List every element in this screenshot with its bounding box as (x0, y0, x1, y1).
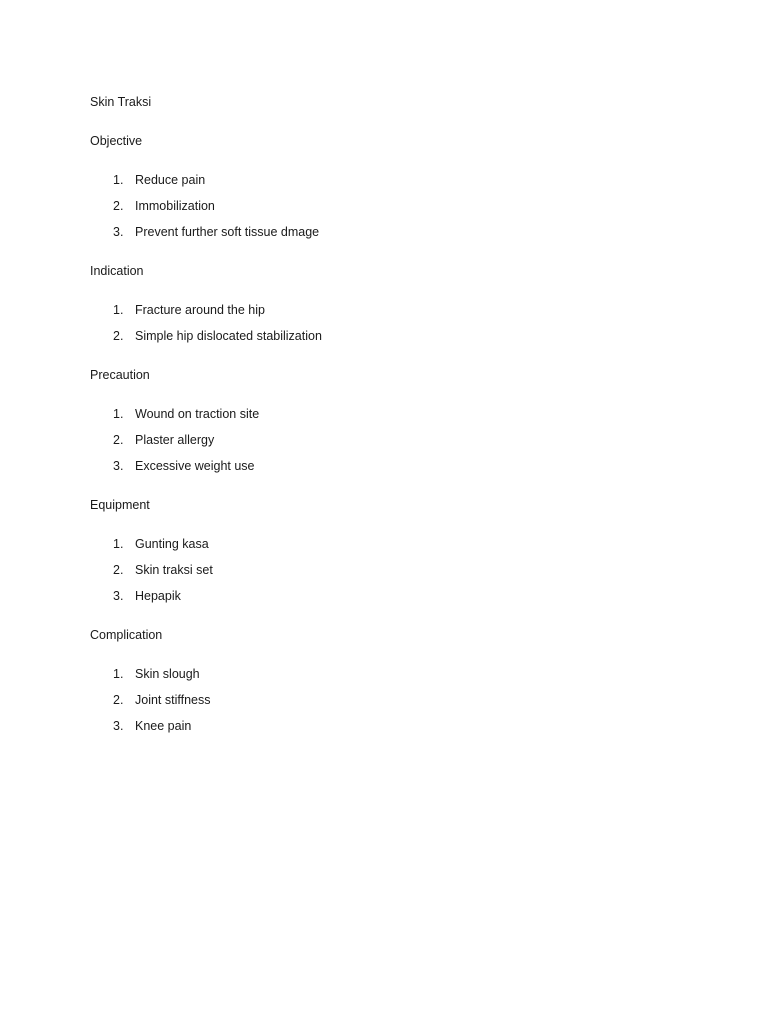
section-precaution (90, 367, 690, 484)
list-item-text: Plaster allergy (135, 433, 215, 447)
list-item (90, 406, 690, 422)
list-item-number: 1. (113, 303, 124, 317)
list-item-text: Wound on traction site (135, 407, 260, 421)
list-item-text: Reduce pain (135, 173, 206, 187)
list-item (90, 666, 690, 682)
list-item (90, 588, 690, 604)
list-item (90, 432, 690, 448)
list-item-text: Skin traksi set (135, 563, 213, 577)
list-item-text: Skin slough (135, 667, 200, 681)
list-item-text: Hepapik (135, 589, 181, 603)
list-item (90, 458, 690, 474)
list-item (90, 718, 690, 734)
list-item-number: 2. (113, 329, 124, 343)
section-heading: Precaution (90, 368, 150, 382)
list-item (90, 302, 690, 318)
numbered-list (90, 536, 690, 604)
numbered-list (90, 172, 690, 240)
list-item-text: Prevent further soft tissue dmage (135, 225, 320, 239)
list-item (90, 172, 690, 188)
section-heading: Objective (90, 134, 143, 148)
list-item (90, 328, 690, 344)
list-item-number: 2. (113, 433, 124, 447)
list-item (90, 198, 690, 214)
list-item (90, 536, 690, 552)
list-item-number: 1. (113, 173, 124, 187)
document-title: Skin Traksi (90, 95, 152, 109)
section-indication (90, 263, 690, 354)
list-item-number: 2. (113, 563, 124, 577)
list-item-text: Immobilization (135, 199, 215, 213)
section-heading: Complication (90, 628, 163, 642)
list-item-number: 3. (113, 589, 124, 603)
section-heading: Indication (90, 264, 144, 278)
list-item (90, 692, 690, 708)
list-item-number: 1. (113, 537, 124, 551)
list-item-number: 1. (113, 407, 124, 421)
list-item-text: Simple hip dislocated stabilization (135, 329, 322, 343)
list-item-text: Knee pain (135, 719, 192, 733)
list-item-number: 2. (113, 199, 124, 213)
list-item-number: 2. (113, 693, 124, 707)
list-item-number: 3. (113, 225, 124, 239)
list-item (90, 562, 690, 578)
section-objective (90, 133, 690, 250)
numbered-list (90, 406, 690, 474)
list-item-number: 1. (113, 667, 124, 681)
section-equipment (90, 497, 690, 614)
numbered-list (90, 302, 690, 344)
list-item-text: Fracture around the hip (135, 303, 265, 317)
list-item (90, 224, 690, 240)
list-item-number: 3. (113, 719, 124, 733)
section-heading: Equipment (90, 498, 150, 512)
list-item-text: Gunting kasa (135, 537, 209, 551)
section-complication (90, 627, 690, 744)
list-item-text: Excessive weight use (135, 459, 255, 473)
list-item-number: 3. (113, 459, 124, 473)
list-item-text: Joint stiffness (135, 693, 211, 707)
numbered-list (90, 666, 690, 734)
